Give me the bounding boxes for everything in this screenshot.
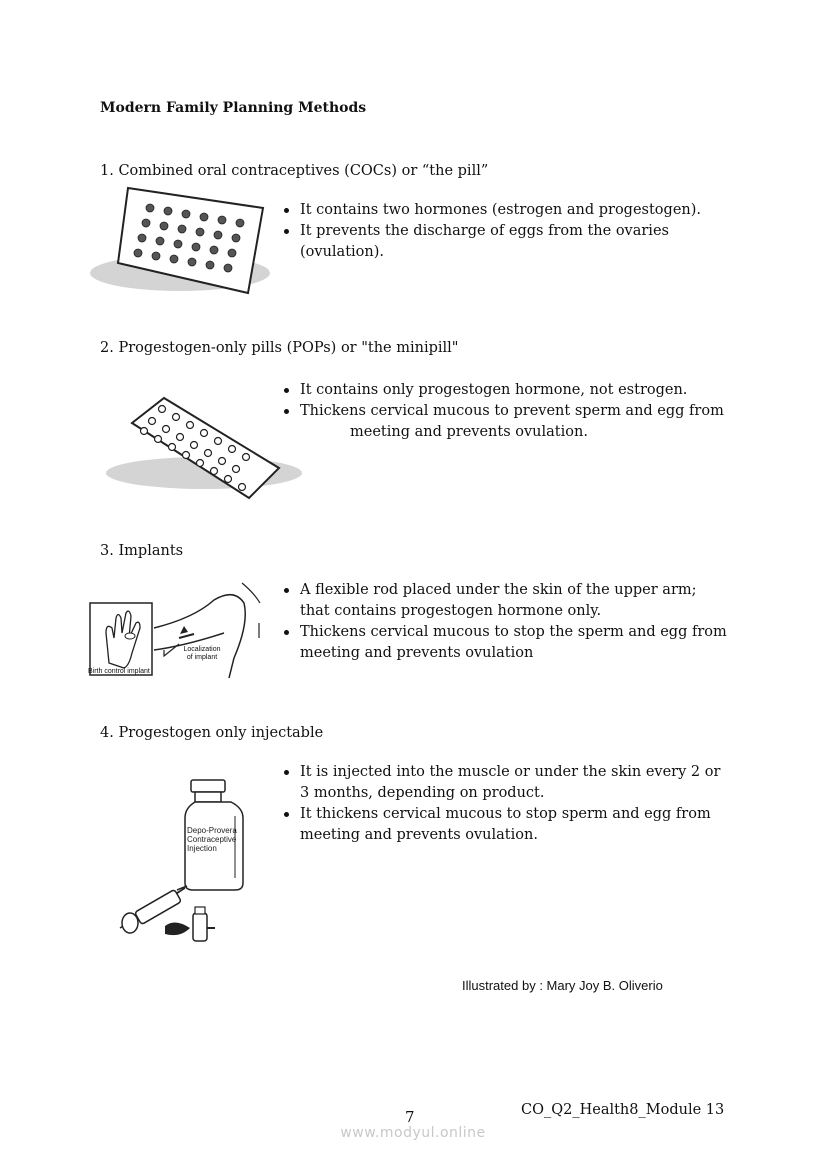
- bullet: It thickens cervical mucous to stop sperm and egg from meeting and prevents ovulation.: [280, 804, 730, 846]
- bullet: It is injected into the muscle or under the skin every 2 or 3 months, depending on product.: [280, 762, 730, 804]
- illustration-credit: Illustrated by : Mary Joy B. Oliverio: [462, 978, 663, 993]
- section-2-bullets: [280, 380, 750, 443]
- vial-and-syringe-drawing: [115, 778, 250, 948]
- bullet: It prevents the discharge of eggs from the ovaries (ovulation).: [280, 221, 720, 263]
- label-line: of implant: [186, 654, 218, 661]
- bullet: [280, 401, 750, 443]
- combined-pill-pack-illustration: [88, 183, 273, 303]
- bullet: A flexible rod placed under the skin of the upper arm; that contains progestogen hormone only.: [280, 580, 730, 622]
- bullet: It contains two hormones (estrogen and progestogen).: [280, 200, 720, 221]
- vial-label: [187, 826, 237, 853]
- bullet: It contains only progestogen hormone, not estrogen.: [280, 380, 750, 401]
- implant-location-label: [181, 646, 223, 662]
- vial-label-line: Injection: [187, 844, 217, 853]
- bullet: Thickens cervical mucous to stop the sperm and egg from meeting and prevents ovulation: [280, 622, 730, 664]
- vial-label-line: Depo-Provera: [187, 826, 237, 835]
- page-title: Modern Family Planning Methods: [100, 100, 367, 116]
- page-number: 7: [405, 1108, 415, 1126]
- section-3-bullets: [280, 580, 730, 664]
- vial-label-line: Contraceptive: [187, 835, 237, 844]
- label-line: Localization: [183, 646, 221, 653]
- injectable-illustration: [115, 778, 250, 948]
- implant-illustration: [84, 578, 264, 682]
- watermark: www.modyul.online: [340, 1125, 486, 1141]
- section-1-bullets: [280, 200, 720, 263]
- section-1-heading: 1. Combined oral contraceptives (COCs) or “the pill”: [100, 163, 489, 179]
- module-code: CO_Q2_Health8_Module 13: [521, 1102, 725, 1118]
- bullet-line-continued: meeting and prevents ovulation.: [350, 424, 588, 440]
- arm-implant-drawing: [84, 578, 264, 682]
- section-4-bullets: [280, 762, 730, 846]
- minipill-pack-illustration: [104, 393, 304, 505]
- section-3-heading: 3. Implants: [100, 543, 184, 559]
- section-4-heading: 4. Progestogen only injectable: [100, 725, 324, 741]
- birth-control-implant-label: Birth control implant: [88, 668, 150, 675]
- section-2-heading: 2. Progestogen-only pills (POPs) or "the minipill": [100, 340, 459, 356]
- bullet-line: Thickens cervical mucous to prevent sperm and egg from: [300, 403, 724, 419]
